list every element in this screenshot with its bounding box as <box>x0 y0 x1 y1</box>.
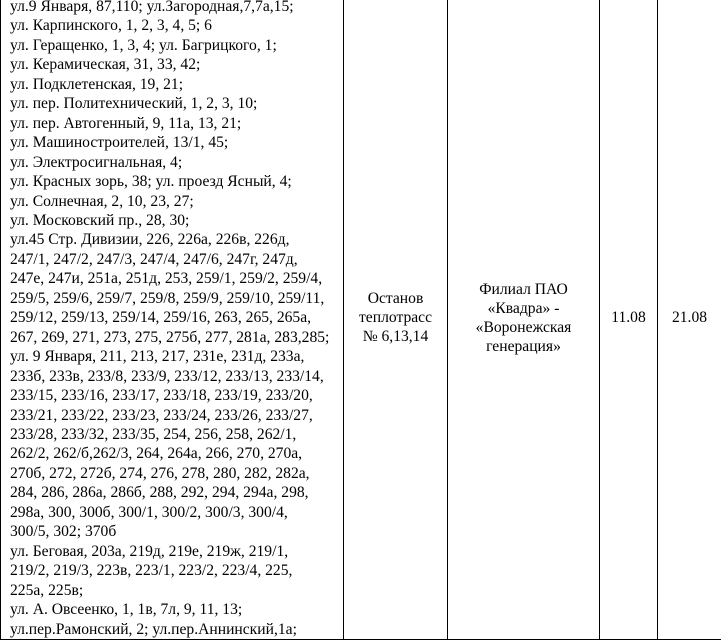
reason-line: теплотрасс <box>344 308 447 327</box>
address-line: ул.пер.Рамонский, 2; ул.пер.Аннинский,1а; <box>10 620 341 639</box>
address-line: 284, 286, 286а, 286б, 288, 292, 294, 294а, 298, <box>10 483 341 502</box>
date-to: 21.08 <box>672 309 707 326</box>
address-line: 262/2, 262/б,262/3, 264, 264а, 266, 270, 270а, <box>10 444 341 463</box>
address-line: 247/1, 247/2, 247/3, 247/4, 247/6, 247г, 247д, <box>10 250 341 269</box>
address-line: 233б, 233в, 233/8, 233/9, 233/12, 233/13, 233/14, <box>10 367 341 386</box>
address-line: 298а, 300, 300б, 300/1, 300/2, 300/3, 300/4, <box>10 503 341 522</box>
address-line: ул. Московский пр., 28, 30; <box>10 211 341 230</box>
address-line: 233/15, 233/16, 233/17, 233/18, 233/19, 233/20, <box>10 386 341 405</box>
address-line: 233/21, 233/22, 233/23, 233/24, 233/26, 233/27, <box>10 406 341 425</box>
address-line: ул.45 Стр. Дивизии, 226, 226а, 226в, 226д, <box>10 230 341 249</box>
address-line: ул. Геращенко, 1, 3, 4; ул. Багрицкого, 1; <box>10 36 341 55</box>
address-line: ул. пер. Автогенный, 9, 11а, 13, 21; <box>10 114 341 133</box>
address-line: ул. Солнечная, 2, 10, 23, 27; <box>10 192 341 211</box>
address-list <box>10 0 341 639</box>
address-line: 259/12, 259/13, 259/14, 259/16, 263, 265, 265а, <box>10 308 341 327</box>
date-from-cell <box>600 0 658 639</box>
address-line: ул. Электросигнальная, 4; <box>10 153 341 172</box>
address-line: ул. Карпинского, 1, 2, 3, 4, 5; 6 <box>10 16 341 35</box>
address-line: 219/2, 219/3, 223в, 223/1, 223/2, 223/4, 225, <box>10 561 341 580</box>
address-line: ул. Керамическая, 31, 33, 42; <box>10 55 341 74</box>
organization-line: «Квадра» - <box>448 299 599 318</box>
address-line: 233/28, 233/32, 233/35, 254, 256, 258, 262/1, <box>10 425 341 444</box>
organization-line: Филиал ПАО <box>448 280 599 299</box>
reason-cell <box>344 0 448 639</box>
address-line: 300/5, 302; 370б <box>10 522 341 541</box>
address-line: 259/5, 259/6, 259/7, 259/8, 259/9, 259/10, 259/11, <box>10 289 341 308</box>
organization-line: «Воронежская <box>448 318 599 337</box>
address-line: 270б, 272, 272б, 274, 276, 278, 280, 282, 282а, <box>10 464 341 483</box>
reason-line: № 6,13,14 <box>344 327 447 346</box>
address-line: 247е, 247и, 251а, 251д, 253, 259/1, 259/2, 259/4, <box>10 269 341 288</box>
date-from: 11.08 <box>611 309 646 326</box>
address-line: ул. пер. Политехнический, 1, 2, 3, 10; <box>10 94 341 113</box>
address-line: 267, 269, 271, 273, 275, 275б, 277, 281а, 283,285; <box>10 328 341 347</box>
address-line: ул. Подклетенская, 19, 21; <box>10 75 341 94</box>
address-line: ул. Красных зорь, 38; ул. проезд Ясный, 4; <box>10 172 341 191</box>
organization-cell <box>448 0 600 639</box>
address-line: ул. Машиностроителей, 13/1, 45; <box>10 133 341 152</box>
address-line: ул. Беговая, 203а, 219д, 219е, 219ж, 219/1, <box>10 542 341 561</box>
reason-line: Останов <box>344 289 447 308</box>
address-line: ул.9 Января, 87,110; ул.Загородная,7,7а,15; <box>10 0 341 16</box>
date-to-cell <box>658 0 721 639</box>
table-row <box>1 0 721 639</box>
organization-line: генерация» <box>448 337 599 356</box>
address-cell <box>1 0 344 639</box>
address-line: ул. 9 Января, 211, 213, 217, 231е, 231д, 233а, <box>10 347 341 366</box>
address-line: 225а, 225в; <box>10 581 341 600</box>
address-line: ул. А. Овсеенко, 1, 1в, 7л, 9, 11, 13; <box>10 600 341 619</box>
